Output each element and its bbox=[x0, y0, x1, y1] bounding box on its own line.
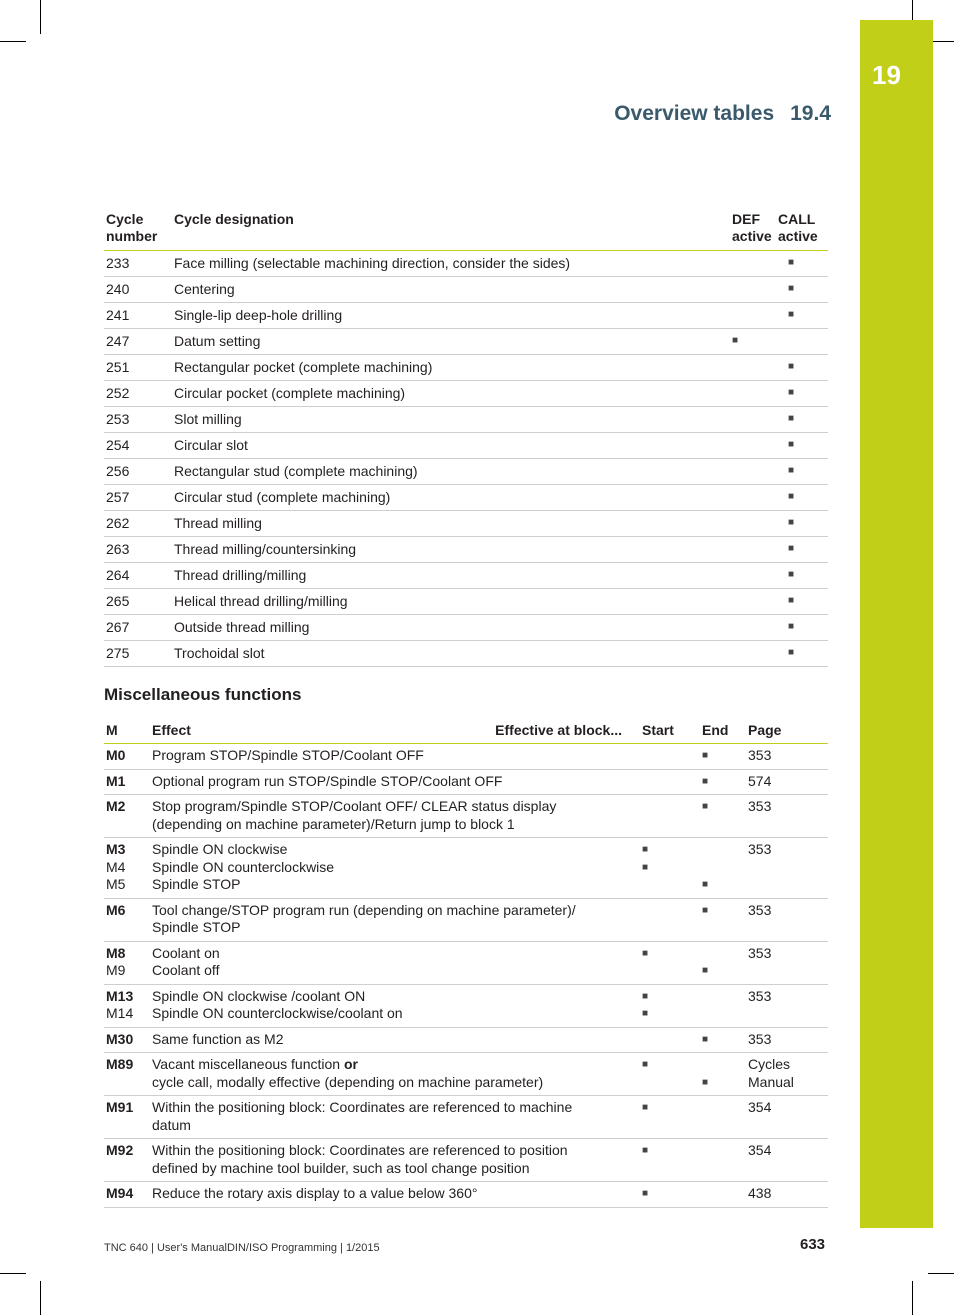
table-row bbox=[104, 433, 828, 459]
table-row bbox=[104, 407, 828, 433]
cycle-designation: Face milling (selectable machining direction, consider the sides) bbox=[172, 251, 730, 277]
cycle-designation: Trochoidal slot bbox=[172, 641, 730, 667]
col-cycle-designation: Cycle designation bbox=[172, 207, 730, 251]
crop-mark bbox=[40, 0, 41, 34]
start-value bbox=[642, 1031, 700, 1049]
m-code bbox=[104, 1096, 150, 1139]
effect-line: Tool change/STOP program run (depending on machine parameter)/ bbox=[152, 901, 576, 918]
m-code-text: M89 bbox=[106, 1056, 134, 1072]
effect bbox=[150, 1096, 640, 1139]
page-cell bbox=[746, 898, 828, 941]
col-end: End bbox=[700, 718, 746, 744]
start-cell bbox=[640, 984, 700, 1027]
call-active-mark: ■ bbox=[776, 537, 828, 563]
cycle-designation: Circular slot bbox=[172, 433, 730, 459]
cycle-designation: Datum setting bbox=[172, 329, 730, 355]
table-row bbox=[104, 355, 828, 381]
page-value: 353 bbox=[748, 944, 772, 961]
table-row bbox=[104, 1027, 828, 1053]
def-active-mark bbox=[730, 589, 776, 615]
crop-mark bbox=[912, 0, 913, 20]
cycle-designation: Rectangular pocket (complete machining) bbox=[172, 355, 730, 381]
header-title: Overview tables bbox=[614, 102, 775, 125]
def-active-mark bbox=[730, 433, 776, 459]
table-row bbox=[104, 898, 828, 941]
call-active-mark: ■ bbox=[776, 589, 828, 615]
cycle-number: 263 bbox=[104, 537, 172, 563]
cycle-designation: Centering bbox=[172, 277, 730, 303]
cycle-designation: Outside thread milling bbox=[172, 615, 730, 641]
page-cell bbox=[746, 1139, 828, 1182]
crop-mark bbox=[40, 1281, 41, 1315]
end-cell bbox=[700, 1182, 746, 1208]
call-active-mark: ■ bbox=[776, 407, 828, 433]
end-cell bbox=[700, 898, 746, 941]
page-value: 438 bbox=[748, 1185, 772, 1201]
table-row bbox=[104, 838, 828, 899]
call-active-mark: ■ bbox=[776, 381, 828, 407]
effect bbox=[150, 984, 640, 1027]
cycle-number: 252 bbox=[104, 381, 172, 407]
effect-line: Spindle STOP bbox=[152, 876, 241, 892]
chapter-number: 19 bbox=[872, 60, 901, 90]
call-active-mark: ■ bbox=[776, 303, 828, 329]
crop-mark bbox=[0, 1273, 26, 1274]
col-def-active: DEF active bbox=[730, 207, 776, 251]
table-row bbox=[104, 329, 828, 355]
page-cell bbox=[746, 1053, 828, 1096]
table-row bbox=[104, 251, 828, 277]
effect bbox=[150, 941, 640, 984]
effect-line: datum bbox=[152, 1116, 191, 1133]
call-active-mark: ■ bbox=[776, 511, 828, 537]
col-m: M bbox=[104, 718, 150, 744]
effect-line: Spindle ON clockwise /coolant ON bbox=[152, 987, 366, 1004]
end-cell bbox=[700, 795, 746, 838]
end-value bbox=[702, 859, 746, 877]
col-effective-at: Effective at block... bbox=[495, 722, 622, 738]
end-value: ■ bbox=[702, 801, 709, 812]
table-row bbox=[104, 277, 828, 303]
page-cell bbox=[746, 941, 828, 984]
call-active-mark: ■ bbox=[776, 355, 828, 381]
col-call-active: CALL active bbox=[776, 207, 828, 251]
page-number: 633 bbox=[800, 1236, 826, 1253]
effect-line: Spindle STOP bbox=[152, 919, 241, 935]
call-active-mark: ■ bbox=[776, 485, 828, 511]
start-cell bbox=[640, 1182, 700, 1208]
table-row bbox=[104, 984, 828, 1027]
m-code bbox=[104, 898, 150, 941]
effect-line: Coolant off bbox=[152, 962, 220, 978]
table-row bbox=[104, 303, 828, 329]
effect bbox=[150, 1139, 640, 1182]
start-cell bbox=[640, 769, 700, 795]
end-cell bbox=[700, 1053, 746, 1096]
m-code bbox=[104, 1053, 150, 1096]
start-cell bbox=[640, 1053, 700, 1096]
effect-line: Spindle ON counterclockwise/coolant on bbox=[152, 1005, 403, 1021]
table-row bbox=[104, 563, 828, 589]
end-value bbox=[702, 1056, 746, 1074]
footer-text: TNC 640 | User's ManualDIN/ISO Programming | 1/2015 bbox=[104, 1242, 380, 1254]
page-value: Cycles bbox=[748, 1056, 791, 1072]
m-code-text: M6 bbox=[106, 901, 126, 918]
m-code-text: M0 bbox=[106, 747, 126, 763]
start-value bbox=[642, 798, 700, 816]
end-value bbox=[702, 1099, 746, 1117]
end-value bbox=[702, 1005, 746, 1023]
cycle-number: 254 bbox=[104, 433, 172, 459]
header-section: 19.4 bbox=[790, 102, 831, 125]
m-code bbox=[104, 941, 150, 984]
start-cell bbox=[640, 898, 700, 941]
call-active-mark: ■ bbox=[776, 641, 828, 667]
end-value: ■ bbox=[702, 750, 709, 761]
def-active-mark bbox=[730, 641, 776, 667]
start-value: ■ bbox=[642, 1188, 649, 1199]
def-active-mark: ■ bbox=[730, 329, 776, 355]
call-active-mark: ■ bbox=[776, 277, 828, 303]
effect bbox=[150, 795, 640, 838]
end-value: ■ bbox=[702, 775, 709, 787]
effect bbox=[150, 769, 640, 795]
page-value: 354 bbox=[748, 1142, 772, 1158]
m-code-text: M30 bbox=[106, 1030, 134, 1047]
cycle-number: 267 bbox=[104, 615, 172, 641]
misc-title: Miscellaneous functions bbox=[104, 685, 302, 704]
table-row bbox=[104, 769, 828, 795]
misc-header-row bbox=[104, 718, 828, 744]
m-code-text: M91 bbox=[106, 1099, 134, 1115]
call-active-mark: ■ bbox=[776, 251, 828, 277]
m-code bbox=[104, 1182, 150, 1208]
m-code-text: M94 bbox=[106, 1185, 134, 1201]
start-value bbox=[642, 876, 700, 894]
m-code-text: M1 bbox=[106, 772, 126, 789]
cycle-number: 241 bbox=[104, 303, 172, 329]
def-active-mark bbox=[730, 251, 776, 277]
m-code bbox=[104, 1027, 150, 1053]
start-cell bbox=[640, 1139, 700, 1182]
effect-line: Optional program run STOP/Spindle STOP/Coolant OFF bbox=[152, 772, 503, 789]
page-value: 353 bbox=[748, 841, 772, 857]
call-active-mark: ■ bbox=[776, 563, 828, 589]
end-cell bbox=[700, 838, 746, 899]
def-active-mark bbox=[730, 277, 776, 303]
table-row bbox=[104, 537, 828, 563]
table-row bbox=[104, 381, 828, 407]
def-active-mark bbox=[730, 303, 776, 329]
def-active-mark bbox=[730, 459, 776, 485]
m-code bbox=[104, 769, 150, 795]
start-cell bbox=[640, 1027, 700, 1053]
end-cell bbox=[700, 941, 746, 984]
table-row bbox=[104, 641, 828, 667]
end-value bbox=[702, 945, 746, 963]
m-code-text: M2 bbox=[106, 798, 126, 814]
m-code-text: M9 bbox=[106, 962, 126, 978]
m-code-text: M3 bbox=[106, 841, 126, 857]
page-cell bbox=[746, 1027, 828, 1053]
cycle-number: 265 bbox=[104, 589, 172, 615]
page-cell bbox=[746, 1182, 828, 1208]
effect-line: Within the positioning block: Coordinates are referenced to position bbox=[152, 1142, 568, 1158]
page-value: 574 bbox=[748, 772, 772, 789]
cycle-number: 233 bbox=[104, 251, 172, 277]
effect bbox=[150, 838, 640, 899]
effect-line: cycle call, modally effective (depending on machine parameter) bbox=[152, 1073, 544, 1090]
effect-line: Same function as M2 bbox=[152, 1030, 284, 1047]
start-cell bbox=[640, 838, 700, 899]
start-value: ■ bbox=[642, 947, 649, 959]
effect-line: Spindle ON counterclockwise bbox=[152, 858, 335, 875]
call-active-mark: ■ bbox=[776, 459, 828, 485]
cycle-designation: Circular pocket (complete machining) bbox=[172, 381, 730, 407]
def-active-mark bbox=[730, 615, 776, 641]
end-value bbox=[702, 1185, 746, 1203]
m-code bbox=[104, 838, 150, 899]
col-effect: Effect Effective at block... bbox=[150, 718, 640, 744]
m-code-text: M13 bbox=[106, 987, 134, 1004]
start-value: ■ bbox=[642, 1102, 649, 1113]
effect-line: Vacant miscellaneous function or bbox=[152, 1056, 358, 1072]
end-value: ■ bbox=[702, 904, 709, 916]
page-value: 354 bbox=[748, 1099, 772, 1115]
end-cell bbox=[700, 1139, 746, 1182]
call-active-mark: ■ bbox=[776, 433, 828, 459]
m-code-text: M8 bbox=[106, 944, 126, 961]
effect-line: (depending on machine parameter)/Return jump to block 1 bbox=[152, 815, 515, 832]
start-cell bbox=[640, 941, 700, 984]
start-value: ■ bbox=[642, 1059, 649, 1070]
cycle-designation: Single-lip deep-hole drilling bbox=[172, 303, 730, 329]
start-value: ■ bbox=[642, 1145, 649, 1156]
def-active-mark bbox=[730, 537, 776, 563]
start-value bbox=[642, 902, 700, 920]
cycle-designation: Thread drilling/milling bbox=[172, 563, 730, 589]
cycle-designation: Helical thread drilling/milling bbox=[172, 589, 730, 615]
cycle-designation: Slot milling bbox=[172, 407, 730, 433]
end-cell bbox=[700, 769, 746, 795]
table-row bbox=[104, 941, 828, 984]
effect-line: Within the positioning block: Coordinates are referenced to machine bbox=[152, 1099, 573, 1115]
effect-line: defined by machine tool builder, such as tool change position bbox=[152, 1159, 530, 1176]
cycle-number: 240 bbox=[104, 277, 172, 303]
cycle-designation: Thread milling/countersinking bbox=[172, 537, 730, 563]
effect bbox=[150, 744, 640, 770]
table-row bbox=[104, 1096, 828, 1139]
end-value: ■ bbox=[702, 1033, 709, 1045]
def-active-mark bbox=[730, 381, 776, 407]
cycles-header-row bbox=[104, 207, 828, 251]
def-active-mark bbox=[730, 485, 776, 511]
misc-functions-table bbox=[104, 718, 828, 1208]
page-value: 353 bbox=[748, 1030, 772, 1047]
page-value: 353 bbox=[748, 747, 772, 763]
m-code-text: M92 bbox=[106, 1142, 134, 1158]
m-code bbox=[104, 795, 150, 838]
effect bbox=[150, 1053, 640, 1096]
chapter-tab bbox=[860, 20, 933, 1228]
table-row bbox=[104, 795, 828, 838]
start-value: ■ bbox=[642, 1008, 649, 1019]
table-row bbox=[104, 1182, 828, 1208]
start-value: ■ bbox=[642, 990, 649, 1002]
crop-mark bbox=[912, 1281, 913, 1315]
cycle-number: 247 bbox=[104, 329, 172, 355]
table-row bbox=[104, 511, 828, 537]
call-active-mark: ■ bbox=[776, 615, 828, 641]
end-cell bbox=[700, 1027, 746, 1053]
start-value: ■ bbox=[642, 844, 649, 855]
m-code bbox=[104, 744, 150, 770]
effect bbox=[150, 898, 640, 941]
page-cell bbox=[746, 769, 828, 795]
start-value: ■ bbox=[642, 861, 649, 873]
page-cell bbox=[746, 1096, 828, 1139]
start-cell bbox=[640, 1096, 700, 1139]
start-cell bbox=[640, 795, 700, 838]
m-code-text: M14 bbox=[106, 1005, 134, 1021]
col-cycle-number: Cycle number bbox=[104, 207, 172, 251]
crop-mark bbox=[928, 1273, 954, 1274]
end-value: ■ bbox=[702, 879, 709, 890]
page-value: 353 bbox=[748, 901, 772, 918]
cycle-designation: Thread milling bbox=[172, 511, 730, 537]
def-active-mark bbox=[730, 511, 776, 537]
end-value bbox=[702, 988, 746, 1006]
start-value bbox=[642, 747, 700, 765]
cycle-number: 257 bbox=[104, 485, 172, 511]
effect-line: Program STOP/Spindle STOP/Coolant OFF bbox=[152, 747, 424, 763]
cycle-number: 256 bbox=[104, 459, 172, 485]
effect bbox=[150, 1182, 640, 1208]
cycle-number: 262 bbox=[104, 511, 172, 537]
page-value: Manual bbox=[748, 1073, 794, 1090]
table-row bbox=[104, 1139, 828, 1182]
table-row bbox=[104, 1053, 828, 1096]
table-row bbox=[104, 615, 828, 641]
crop-mark bbox=[0, 41, 26, 42]
end-value bbox=[702, 841, 746, 859]
end-value bbox=[702, 1142, 746, 1160]
def-active-mark bbox=[730, 355, 776, 381]
table-row bbox=[104, 459, 828, 485]
start-value bbox=[642, 1074, 700, 1092]
m-code-text: M4 bbox=[106, 858, 126, 875]
col-page: Page bbox=[746, 718, 828, 744]
effect-line: Spindle ON clockwise bbox=[152, 841, 288, 857]
page-cell bbox=[746, 744, 828, 770]
page-value: 353 bbox=[748, 987, 772, 1004]
cycle-number: 275 bbox=[104, 641, 172, 667]
end-cell bbox=[700, 1096, 746, 1139]
effect bbox=[150, 1027, 640, 1053]
page-cell bbox=[746, 795, 828, 838]
def-active-mark bbox=[730, 563, 776, 589]
page-value: 353 bbox=[748, 798, 772, 814]
end-cell bbox=[700, 744, 746, 770]
table-row bbox=[104, 744, 828, 770]
start-cell bbox=[640, 744, 700, 770]
def-active-mark bbox=[730, 407, 776, 433]
m-code bbox=[104, 1139, 150, 1182]
cycle-number: 253 bbox=[104, 407, 172, 433]
end-value: ■ bbox=[702, 965, 709, 976]
effect-line: Coolant on bbox=[152, 944, 220, 961]
cycle-number: 264 bbox=[104, 563, 172, 589]
cycle-designation: Circular stud (complete machining) bbox=[172, 485, 730, 511]
page-cell bbox=[746, 984, 828, 1027]
call-active-mark bbox=[776, 329, 828, 355]
table-row bbox=[104, 485, 828, 511]
effect-line: Reduce the rotary axis display to a value below 360° bbox=[152, 1185, 478, 1201]
page-cell bbox=[746, 838, 828, 899]
col-start: Start bbox=[640, 718, 700, 744]
start-value bbox=[642, 773, 700, 791]
effect-line: Stop program/Spindle STOP/Coolant OFF/ CLEAR status display bbox=[152, 798, 557, 814]
crop-mark bbox=[933, 41, 954, 42]
m-code bbox=[104, 984, 150, 1027]
table-row bbox=[104, 589, 828, 615]
cycle-number: 251 bbox=[104, 355, 172, 381]
start-value bbox=[642, 962, 700, 980]
cycles-table bbox=[104, 207, 828, 667]
page-header bbox=[614, 102, 831, 126]
cycle-designation: Rectangular stud (complete machining) bbox=[172, 459, 730, 485]
m-code-text: M5 bbox=[106, 876, 126, 892]
end-value: ■ bbox=[702, 1076, 709, 1088]
end-cell bbox=[700, 984, 746, 1027]
